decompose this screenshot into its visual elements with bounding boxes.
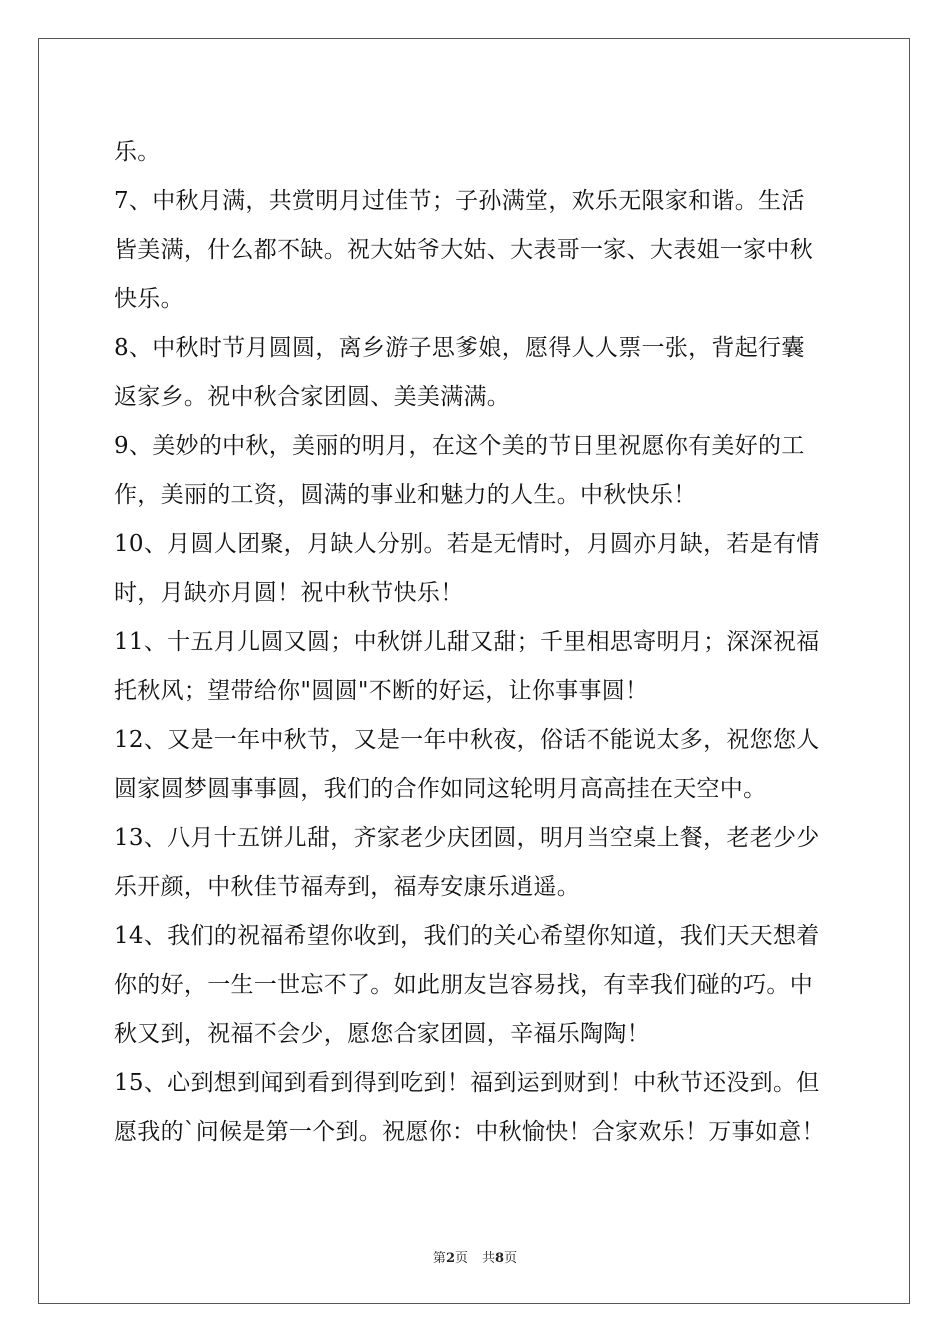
page-footer xyxy=(0,1247,950,1266)
text-line: 皆美满，什么都不缺。祝大姑爷大姑、大表哥一家、大表姐一家中秋 xyxy=(114,237,813,263)
text-line: 圆家圆梦圆事事圆，我们的合作如同这轮明月高高挂在天空中。 xyxy=(114,776,767,802)
text-line: 作，美丽的工资，圆满的事业和魅力的人生。中秋快乐！ xyxy=(114,482,697,508)
text-line: 乐开颜，中秋佳节福寿到，福寿安康乐逍遥。 xyxy=(114,874,580,900)
text-line: 13、八月十五饼儿甜，齐家老少庆团圆，明月当空桌上餐，老老少少 xyxy=(114,825,820,851)
text-line: 10、月圆人团聚，月缺人分别。若是无情时，月圆亦月缺，若是有情 xyxy=(114,531,820,557)
text-line: 返家乡。祝中秋合家团圆、美美满满。 xyxy=(114,384,511,410)
text-line: 9、美妙的中秋，美丽的明月，在这个美的节日里祝愿你有美好的工 xyxy=(114,433,805,459)
text-line: 托秋风；望带给你"圆圆"不断的好运，让你事事圆！ xyxy=(114,678,649,704)
current-page: 2 xyxy=(445,1251,455,1266)
text-line: 11、十五月儿圆又圆；中秋饼儿甜又甜；千里相思寄明月；深深祝福 xyxy=(114,629,820,655)
text-line: 乐。 xyxy=(114,139,161,165)
text-line: 14、我们的祝福希望你收到，我们的关心希望你知道，我们天天想着 xyxy=(114,923,820,949)
text-line: 8、中秋时节月圆圆，离乡游子思爹娘，愿得人人票一张，背起行囊 xyxy=(114,335,805,361)
text-line: 7、中秋月满，共赏明月过佳节；子孙满堂，欢乐无限家和谐。生活 xyxy=(114,188,805,214)
text-line: 愿我的`问候是第一个到。祝愿你：中秋愉快！合家欢乐！万事如意！ xyxy=(114,1119,825,1145)
text-line: 12、又是一年中秋节，又是一年中秋夜，俗话不能说太多，祝您您人 xyxy=(114,727,820,753)
text-line: 时，月缺亦月圆！祝中秋节快乐！ xyxy=(114,580,464,606)
text-line: 快乐。 xyxy=(114,286,184,312)
page-number-label: 第2页 xyxy=(432,1251,468,1266)
total-pages-label: 共8页 xyxy=(482,1251,518,1266)
text-line: 你的好，一生一世忘不了。如此朋友岂容易找，有幸我们碰的巧。中 xyxy=(114,972,813,998)
text-line: 15、心到想到闻到看到得到吃到！福到运到财到！中秋节还没到。但 xyxy=(114,1070,820,1096)
text-line: 秋又到，祝福不会少，愿您合家团圆，辛福乐陶陶！ xyxy=(114,1021,650,1047)
total-pages: 8 xyxy=(495,1251,505,1266)
